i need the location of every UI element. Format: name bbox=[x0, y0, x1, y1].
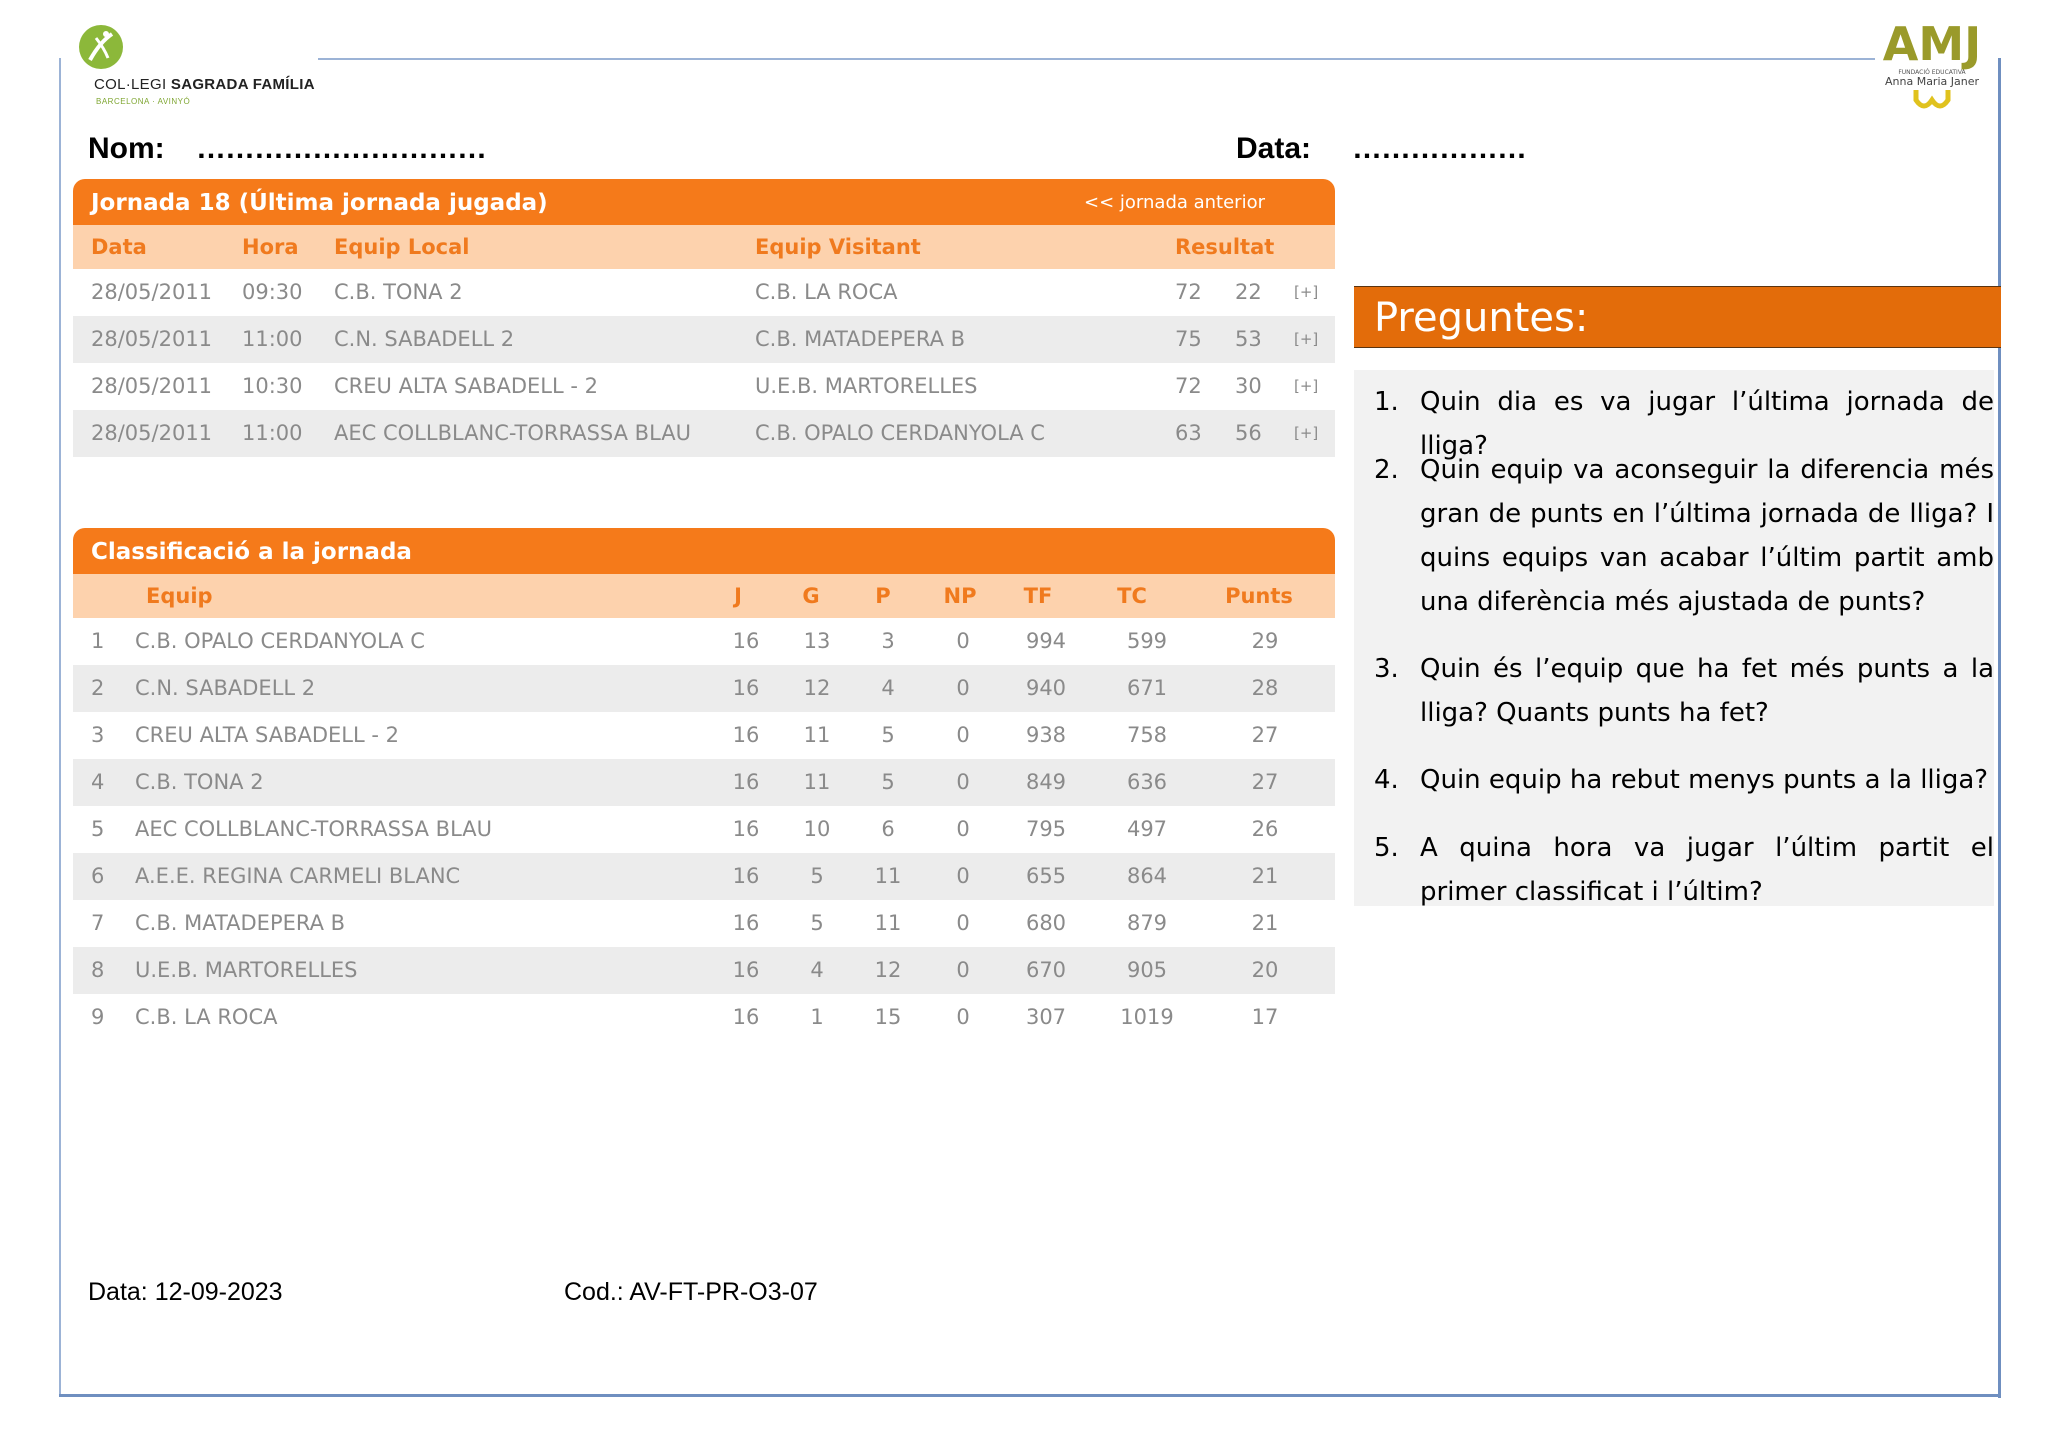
match-away: C.B. LA ROCA bbox=[755, 280, 898, 304]
standings-np: 0 bbox=[956, 911, 970, 935]
question-text: Quin equip ha rebut menys punts a la lliga? bbox=[1420, 765, 1989, 795]
standings-tf: 307 bbox=[1025, 1005, 1067, 1029]
standings-j: 16 bbox=[732, 958, 760, 982]
question-4 bbox=[1374, 758, 1994, 802]
standings-points: 27 bbox=[1251, 770, 1279, 794]
frame-left-line bbox=[59, 58, 61, 1396]
standings-position: 2 bbox=[91, 676, 105, 700]
col-np: NP bbox=[943, 584, 977, 608]
standings-g: 10 bbox=[803, 817, 831, 841]
standings-np: 0 bbox=[956, 958, 970, 982]
standings-row bbox=[73, 994, 1335, 1041]
col-equip-visitant: Equip Visitant bbox=[755, 235, 921, 259]
standings-j: 16 bbox=[732, 864, 760, 888]
match-away: C.B. OPALO CERDANYOLA C bbox=[755, 421, 1045, 445]
matches-panel bbox=[73, 179, 1335, 457]
col-g: G bbox=[802, 584, 820, 608]
matches-rows bbox=[73, 269, 1335, 457]
standings-tf: 795 bbox=[1025, 817, 1067, 841]
standings-team: C.N. SABADELL 2 bbox=[135, 676, 316, 700]
standings-points: 21 bbox=[1251, 911, 1279, 935]
footer-code: Cod.: AV-FT-PR-O3-07 bbox=[564, 1278, 818, 1306]
question-number: 3. bbox=[1374, 654, 1399, 684]
standings-tc: 905 bbox=[1126, 958, 1168, 982]
standings-p: 5 bbox=[881, 770, 895, 794]
match-row bbox=[73, 316, 1335, 363]
standings-g: 11 bbox=[803, 723, 831, 747]
question-2 bbox=[1374, 448, 1994, 624]
col-equip-local: Equip Local bbox=[334, 235, 470, 259]
standings-p: 11 bbox=[874, 911, 902, 935]
standings-j: 16 bbox=[732, 723, 760, 747]
standings-points: 20 bbox=[1251, 958, 1279, 982]
question-text: Quin equip va aconseguir la diferencia més gran de punts en l’última jornada de lliga? I quins equips van acabar l’últim partit amb una diferència més ajustada de punts? bbox=[1420, 455, 1994, 617]
match-row bbox=[73, 410, 1335, 457]
standings-team: AEC COLLBLANC-TORRASSA BLAU bbox=[135, 817, 493, 841]
standings-np: 0 bbox=[956, 770, 970, 794]
match-details-link[interactable]: [+] bbox=[1294, 424, 1319, 442]
question-text: Quin dia es va jugar l’última jornada de lliga? bbox=[1420, 387, 1994, 461]
standings-position: 3 bbox=[91, 723, 105, 747]
standings-row bbox=[73, 947, 1335, 994]
standings-column-headers bbox=[73, 574, 1335, 618]
match-date: 28/05/2011 bbox=[91, 374, 213, 398]
standings-team: C.B. TONA 2 bbox=[135, 770, 264, 794]
standings-rows bbox=[73, 618, 1335, 1041]
col-punts: Punts bbox=[1225, 584, 1293, 608]
amj-letters: AMJ bbox=[1882, 18, 1982, 71]
match-time: 11:00 bbox=[242, 421, 303, 445]
standings-tf: 849 bbox=[1025, 770, 1067, 794]
standings-np: 0 bbox=[956, 629, 970, 653]
standings-tf: 680 bbox=[1025, 911, 1067, 935]
col-j: J bbox=[734, 584, 742, 608]
match-away-score: 30 bbox=[1235, 374, 1262, 398]
standings-np: 0 bbox=[956, 817, 970, 841]
standings-tc: 758 bbox=[1126, 723, 1168, 747]
matches-title: Jornada 18 (Última jornada jugada) bbox=[91, 190, 548, 216]
standings-p: 3 bbox=[881, 629, 895, 653]
standings-np: 0 bbox=[956, 723, 970, 747]
standings-g: 11 bbox=[803, 770, 831, 794]
standings-points: 27 bbox=[1251, 723, 1279, 747]
standings-p: 6 bbox=[881, 817, 895, 841]
question-number: 5. bbox=[1374, 833, 1399, 863]
standings-tf: 670 bbox=[1025, 958, 1067, 982]
frame-right-line bbox=[1998, 58, 2001, 1398]
match-home-score: 72 bbox=[1175, 374, 1202, 398]
frame-top-line bbox=[318, 58, 1875, 60]
question-3 bbox=[1374, 647, 1994, 735]
standings-row bbox=[73, 853, 1335, 900]
standings-panel bbox=[73, 528, 1335, 1041]
standings-points: 29 bbox=[1251, 629, 1279, 653]
question-text: Quin és l’equip que ha fet més punts a la lliga? Quants punts ha fet? bbox=[1420, 654, 1994, 728]
standings-tf: 994 bbox=[1025, 629, 1067, 653]
standings-row bbox=[73, 900, 1335, 947]
standings-np: 0 bbox=[956, 676, 970, 700]
standings-row bbox=[73, 759, 1335, 806]
standings-position: 6 bbox=[91, 864, 105, 888]
match-home: AEC COLLBLANC-TORRASSA BLAU bbox=[334, 421, 692, 445]
match-details-link[interactable]: [+] bbox=[1294, 377, 1319, 395]
amj-line1: FUNDACIÓ EDUCATIVA bbox=[1898, 69, 1966, 76]
questions-header: Preguntes: bbox=[1354, 286, 2001, 348]
school-location: BARCELONA · AVINYÓ bbox=[96, 97, 191, 106]
standings-row bbox=[73, 665, 1335, 712]
standings-team: C.B. MATADEPERA B bbox=[135, 911, 346, 935]
standings-row bbox=[73, 618, 1335, 665]
match-time: 10:30 bbox=[242, 374, 303, 398]
standings-position: 9 bbox=[91, 1005, 105, 1029]
standings-j: 16 bbox=[732, 1005, 760, 1029]
match-time: 11:00 bbox=[242, 327, 303, 351]
standings-g: 5 bbox=[810, 864, 824, 888]
standings-j: 16 bbox=[732, 676, 760, 700]
standings-g: 4 bbox=[810, 958, 824, 982]
question-5 bbox=[1374, 826, 1994, 914]
standings-team: CREU ALTA SABADELL - 2 bbox=[135, 723, 399, 747]
match-row bbox=[73, 269, 1335, 316]
match-details-link[interactable]: [+] bbox=[1294, 330, 1319, 348]
standings-position: 7 bbox=[91, 911, 105, 935]
col-tf: TF bbox=[1023, 584, 1053, 608]
standings-p: 11 bbox=[874, 864, 902, 888]
standings-position: 8 bbox=[91, 958, 105, 982]
matches-column-headers bbox=[73, 225, 1335, 269]
standings-team: U.E.B. MARTORELLES bbox=[135, 958, 358, 982]
standings-row bbox=[73, 712, 1335, 759]
standings-tc: 671 bbox=[1126, 676, 1168, 700]
standings-points: 21 bbox=[1251, 864, 1279, 888]
standings-g: 5 bbox=[810, 911, 824, 935]
standings-tf: 655 bbox=[1025, 864, 1067, 888]
standings-p: 12 bbox=[874, 958, 902, 982]
match-row bbox=[73, 363, 1335, 410]
standings-points: 26 bbox=[1251, 817, 1279, 841]
col-resultat: Resultat bbox=[1175, 235, 1275, 259]
standings-p: 4 bbox=[881, 676, 895, 700]
col-equip: Equip bbox=[146, 584, 213, 608]
standings-tc: 864 bbox=[1126, 864, 1168, 888]
match-away-score: 56 bbox=[1235, 421, 1262, 445]
name-dots: ………………………… bbox=[196, 132, 486, 165]
match-home-score: 72 bbox=[1175, 280, 1202, 304]
standings-np: 0 bbox=[956, 864, 970, 888]
matches-panel-header bbox=[73, 179, 1335, 225]
match-time: 09:30 bbox=[242, 280, 303, 304]
match-away: C.B. MATADEPERA B bbox=[755, 327, 966, 351]
standings-team: C.B. LA ROCA bbox=[135, 1005, 278, 1029]
match-home-score: 63 bbox=[1175, 421, 1202, 445]
question-number: 4. bbox=[1374, 765, 1399, 795]
col-tc: TC bbox=[1117, 584, 1147, 608]
col-data: Data bbox=[91, 235, 147, 259]
standings-tc: 879 bbox=[1126, 911, 1168, 935]
match-date: 28/05/2011 bbox=[91, 280, 213, 304]
standings-points: 28 bbox=[1251, 676, 1279, 700]
match-home: C.B. TONA 2 bbox=[334, 280, 463, 304]
standings-p: 15 bbox=[874, 1005, 902, 1029]
standings-tc: 1019 bbox=[1120, 1005, 1174, 1029]
standings-points: 17 bbox=[1251, 1005, 1279, 1029]
school-name: COL·LEGI SAGRADA FAMÍLIA bbox=[94, 76, 315, 93]
standings-j: 16 bbox=[732, 770, 760, 794]
frame-bottom-line bbox=[59, 1394, 2001, 1397]
match-home: CREU ALTA SABADELL - 2 bbox=[334, 374, 598, 398]
standings-g: 12 bbox=[803, 676, 831, 700]
standings-tc: 636 bbox=[1126, 770, 1168, 794]
standings-team: A.E.E. REGINA CARMELI BLANC bbox=[135, 864, 461, 888]
match-home-score: 75 bbox=[1175, 327, 1202, 351]
standings-tf: 940 bbox=[1025, 676, 1067, 700]
footer-date: Data: 12-09-2023 bbox=[88, 1278, 283, 1306]
standings-np: 0 bbox=[956, 1005, 970, 1029]
standings-team: C.B. OPALO CERDANYOLA C bbox=[135, 629, 425, 653]
standings-j: 16 bbox=[732, 629, 760, 653]
match-details-link[interactable]: [+] bbox=[1294, 283, 1319, 301]
standings-g: 13 bbox=[803, 629, 831, 653]
standings-title: Classificació a la jornada bbox=[91, 539, 412, 565]
standings-g: 1 bbox=[810, 1005, 824, 1029]
standings-p: 5 bbox=[881, 723, 895, 747]
standings-panel-header bbox=[73, 528, 1335, 574]
amj-line2: Anna Maria Janer bbox=[1885, 75, 1979, 88]
standings-tc: 497 bbox=[1126, 817, 1168, 841]
match-away: U.E.B. MARTORELLES bbox=[755, 374, 978, 398]
name-label: Nom: bbox=[88, 132, 165, 165]
col-p: P bbox=[875, 584, 891, 608]
standings-position: 4 bbox=[91, 770, 105, 794]
match-home: C.N. SABADELL 2 bbox=[334, 327, 515, 351]
standings-tf: 938 bbox=[1025, 723, 1067, 747]
standings-j: 16 bbox=[732, 911, 760, 935]
question-number: 2. bbox=[1374, 455, 1399, 485]
standings-tc: 599 bbox=[1126, 629, 1168, 653]
question-number: 1. bbox=[1374, 387, 1399, 417]
standings-row bbox=[73, 806, 1335, 853]
standings-position: 5 bbox=[91, 817, 105, 841]
previous-jornada-link[interactable]: << jornada anterior bbox=[1084, 192, 1265, 213]
question-text: A quina hora va jugar l’últim partit el primer classificat i l’últim? bbox=[1420, 833, 1994, 907]
standings-position: 1 bbox=[91, 629, 105, 653]
date-label: Data: bbox=[1236, 132, 1312, 165]
date-dots: ……………… bbox=[1352, 132, 1526, 165]
match-away-score: 53 bbox=[1235, 327, 1262, 351]
match-away-score: 22 bbox=[1235, 280, 1262, 304]
amj-logo-icon bbox=[1872, 18, 1992, 118]
standings-j: 16 bbox=[732, 817, 760, 841]
col-hora: Hora bbox=[242, 235, 299, 259]
match-date: 28/05/2011 bbox=[91, 327, 213, 351]
match-date: 28/05/2011 bbox=[91, 421, 213, 445]
